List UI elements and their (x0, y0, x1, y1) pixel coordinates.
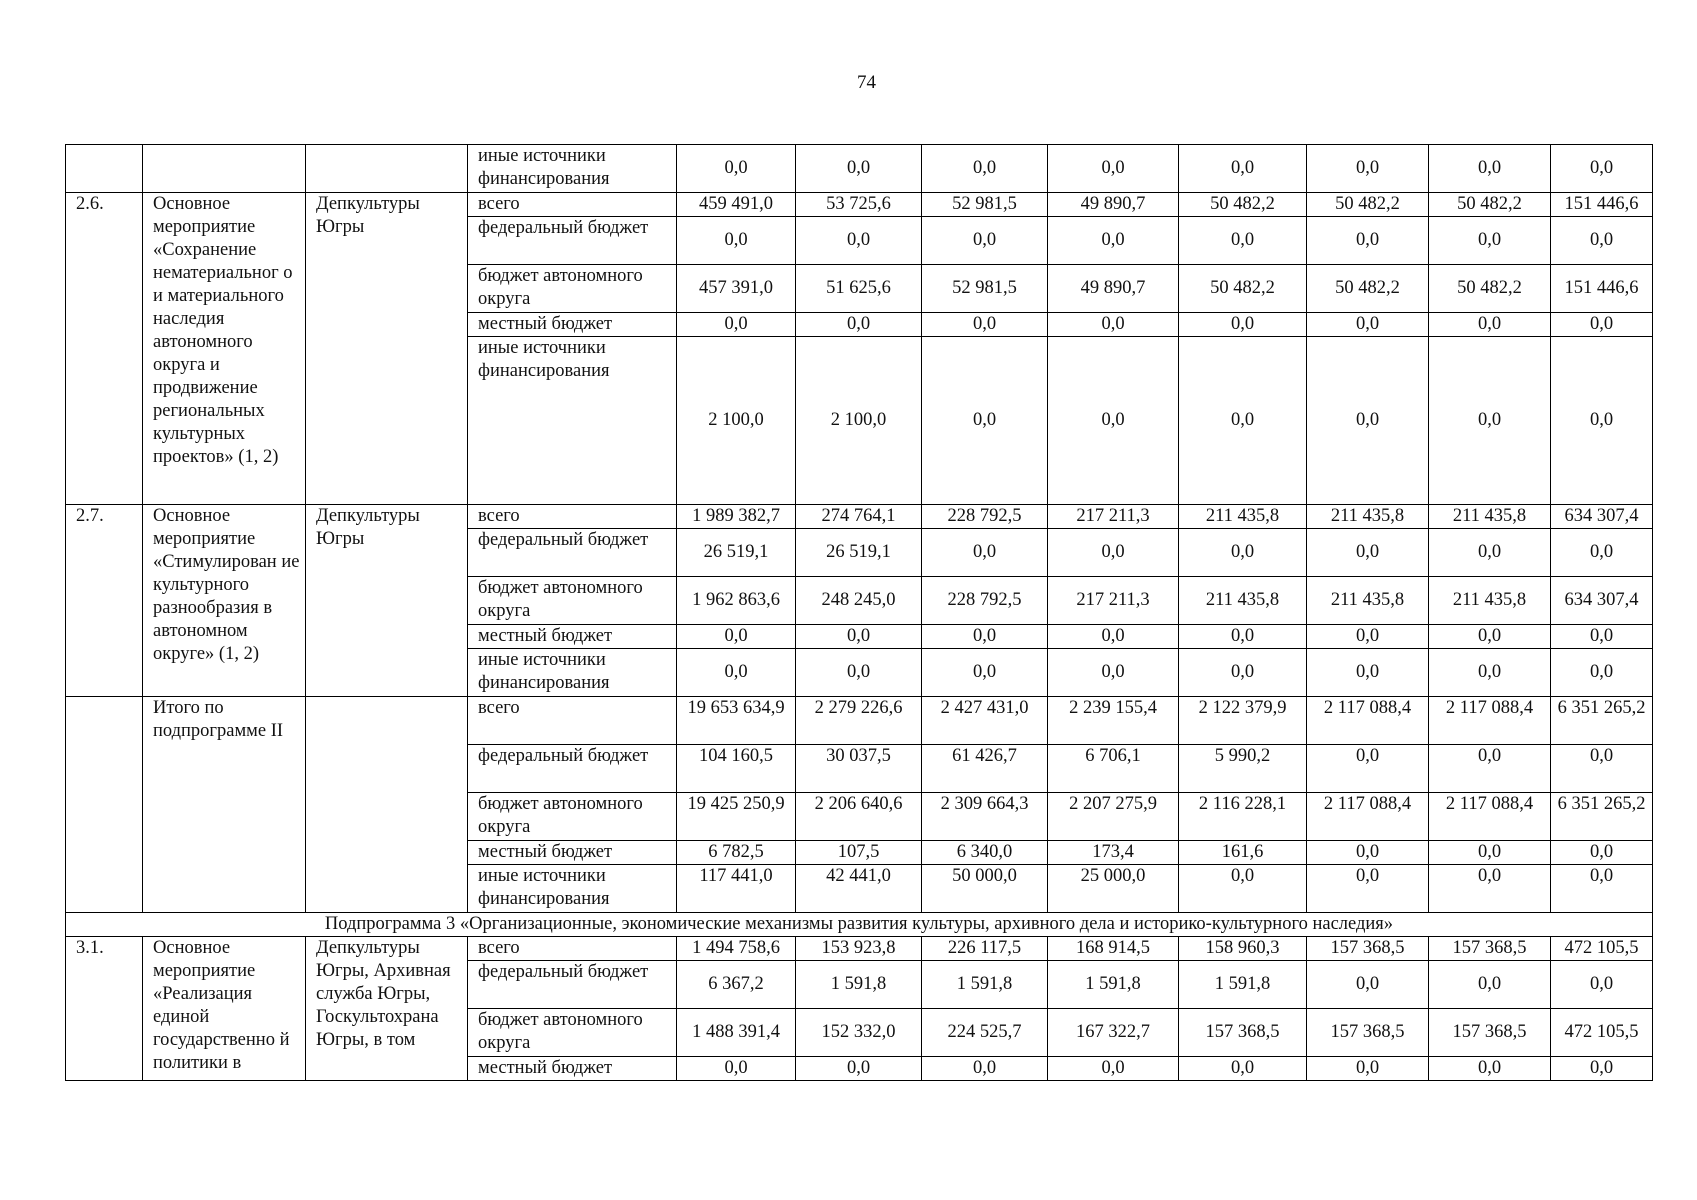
amount-cell: 61 426,7 (922, 745, 1048, 793)
amount-cell: 151 446,6 (1551, 193, 1653, 217)
amount-cell: 0,0 (796, 313, 922, 337)
funding-source: местный бюджет (468, 841, 677, 865)
item-code: 2.7. (66, 505, 143, 697)
amount-cell: 50 000,0 (922, 865, 1048, 913)
table-body (66, 145, 1653, 1081)
amount-cell: 0,0 (1551, 337, 1653, 505)
amount-cell: 161,6 (1179, 841, 1307, 865)
amount-cell: 0,0 (1307, 841, 1429, 865)
amount-cell: 26 519,1 (677, 529, 796, 577)
amount-cell: 211 435,8 (1179, 577, 1307, 625)
amount-cell: 0,0 (1429, 145, 1551, 193)
amount-cell: 472 105,5 (1551, 937, 1653, 961)
amount-cell: 2 117 088,4 (1429, 697, 1551, 745)
amount-cell: 0,0 (1429, 745, 1551, 793)
amount-cell: 211 435,8 (1307, 505, 1429, 529)
funding-source: иные источники финансирования (468, 865, 677, 913)
amount-cell: 2 427 431,0 (922, 697, 1048, 745)
amount-cell: 0,0 (1551, 217, 1653, 265)
amount-cell: 6 351 265,2 (1551, 793, 1653, 841)
item-code: 2.6. (66, 193, 143, 505)
amount-cell: 104 160,5 (677, 745, 796, 793)
amount-cell: 0,0 (1179, 625, 1307, 649)
item-code: 3.1. (66, 937, 143, 1081)
amount-cell: 0,0 (1307, 1057, 1429, 1081)
amount-cell: 50 482,2 (1179, 193, 1307, 217)
amount-cell: 2 117 088,4 (1307, 697, 1429, 745)
amount-cell: 157 368,5 (1179, 1009, 1307, 1057)
table-row (66, 697, 1653, 745)
amount-cell: 42 441,0 (796, 865, 922, 913)
amount-cell: 0,0 (1048, 217, 1179, 265)
amount-cell: 6 340,0 (922, 841, 1048, 865)
table-row (66, 505, 1653, 529)
amount-cell: 0,0 (1429, 841, 1551, 865)
amount-cell: 0,0 (677, 625, 796, 649)
budget-table (65, 144, 1653, 1081)
amount-cell: 0,0 (1048, 649, 1179, 697)
amount-cell: 6 782,5 (677, 841, 796, 865)
amount-cell: 0,0 (1179, 145, 1307, 193)
amount-cell: 52 981,5 (922, 193, 1048, 217)
amount-cell: 248 245,0 (796, 577, 922, 625)
amount-cell: 25 000,0 (1048, 865, 1179, 913)
amount-cell: 0,0 (796, 1057, 922, 1081)
amount-cell: 0,0 (1429, 865, 1551, 913)
amount-cell: 152 332,0 (796, 1009, 922, 1057)
amount-cell: 0,0 (922, 337, 1048, 505)
amount-cell: 634 307,4 (1551, 505, 1653, 529)
amount-cell: 157 368,5 (1429, 937, 1551, 961)
amount-cell: 0,0 (1551, 1057, 1653, 1081)
funding-source: местный бюджет (468, 1057, 677, 1081)
amount-cell: 107,5 (796, 841, 922, 865)
amount-cell: 2 239 155,4 (1048, 697, 1179, 745)
amount-cell: 0,0 (796, 217, 922, 265)
amount-cell: 53 725,6 (796, 193, 922, 217)
funding-source: всего (468, 193, 677, 217)
amount-cell: 0,0 (922, 649, 1048, 697)
funding-source: федеральный бюджет (468, 217, 677, 265)
amount-cell: 2 206 640,6 (796, 793, 922, 841)
amount-cell: 50 482,2 (1307, 193, 1429, 217)
amount-cell: 0,0 (922, 625, 1048, 649)
amount-cell: 0,0 (1048, 313, 1179, 337)
amount-cell: 50 482,2 (1429, 193, 1551, 217)
amount-cell: 211 435,8 (1429, 505, 1551, 529)
amount-cell: 0,0 (1429, 217, 1551, 265)
amount-cell: 0,0 (1551, 841, 1653, 865)
amount-cell: 457 391,0 (677, 265, 796, 313)
amount-cell: 2 309 664,3 (922, 793, 1048, 841)
table-row (66, 937, 1653, 961)
amount-cell: 158 960,3 (1179, 937, 1307, 961)
table-row (66, 145, 1653, 193)
amount-cell: 0,0 (677, 217, 796, 265)
amount-cell: 228 792,5 (922, 577, 1048, 625)
funding-source: бюджет автономного округа (468, 577, 677, 625)
page-number: 74 (857, 72, 876, 93)
amount-cell: 0,0 (1429, 337, 1551, 505)
amount-cell: 0,0 (1179, 649, 1307, 697)
amount-cell: 0,0 (1307, 625, 1429, 649)
amount-cell: 1 591,8 (796, 961, 922, 1009)
amount-cell: 0,0 (1048, 145, 1179, 193)
amount-cell: 6 367,2 (677, 961, 796, 1009)
amount-cell: 226 117,5 (922, 937, 1048, 961)
amount-cell: 6 351 265,2 (1551, 697, 1653, 745)
funding-source: бюджет автономного округа (468, 1009, 677, 1057)
amount-cell: 1 591,8 (1179, 961, 1307, 1009)
amount-cell: 0,0 (1307, 217, 1429, 265)
amount-cell: 0,0 (1551, 529, 1653, 577)
amount-cell: 2 117 088,4 (1429, 793, 1551, 841)
amount-cell: 1 591,8 (1048, 961, 1179, 1009)
amount-cell: 0,0 (1551, 145, 1653, 193)
amount-cell: 0,0 (1307, 649, 1429, 697)
amount-cell: 50 482,2 (1179, 265, 1307, 313)
amount-cell: 117 441,0 (677, 865, 796, 913)
responsible-executor: Депкультуры Югры (306, 193, 468, 505)
amount-cell: 2 279 226,6 (796, 697, 922, 745)
amount-cell: 2 116 228,1 (1179, 793, 1307, 841)
funding-source: федеральный бюджет (468, 529, 677, 577)
amount-cell: 0,0 (922, 529, 1048, 577)
amount-cell: 224 525,7 (922, 1009, 1048, 1057)
amount-cell: 19 653 634,9 (677, 697, 796, 745)
amount-cell: 1 488 391,4 (677, 1009, 796, 1057)
amount-cell: 0,0 (1551, 313, 1653, 337)
amount-cell: 211 435,8 (1429, 577, 1551, 625)
amount-cell: 0,0 (1307, 145, 1429, 193)
amount-cell: 52 981,5 (922, 265, 1048, 313)
item-code (66, 145, 143, 193)
funding-source: бюджет автономного округа (468, 265, 677, 313)
amount-cell: 19 425 250,9 (677, 793, 796, 841)
responsible-executor: Депкультуры Югры, Архивная служба Югры, Госкультохрана Югры, в том (306, 937, 468, 1081)
funding-source: всего (468, 697, 677, 745)
amount-cell: 0,0 (1429, 961, 1551, 1009)
responsible-executor (306, 697, 468, 913)
amount-cell: 472 105,5 (1551, 1009, 1653, 1057)
amount-cell: 5 990,2 (1179, 745, 1307, 793)
funding-source: бюджет автономного округа (468, 793, 677, 841)
amount-cell: 217 211,3 (1048, 577, 1179, 625)
amount-cell: 0,0 (1307, 865, 1429, 913)
funding-source: местный бюджет (468, 313, 677, 337)
amount-cell: 0,0 (1179, 529, 1307, 577)
amount-cell: 0,0 (922, 217, 1048, 265)
amount-cell: 151 446,6 (1551, 265, 1653, 313)
funding-source: федеральный бюджет (468, 961, 677, 1009)
amount-cell: 6 706,1 (1048, 745, 1179, 793)
funding-source: иные источники финансирования (468, 649, 677, 697)
amount-cell: 211 435,8 (1179, 505, 1307, 529)
funding-source: иные источники финансирования (468, 337, 677, 505)
amount-cell: 0,0 (1179, 217, 1307, 265)
amount-cell: 0,0 (1048, 625, 1179, 649)
funding-source: всего (468, 937, 677, 961)
amount-cell: 0,0 (1551, 625, 1653, 649)
amount-cell: 0,0 (1307, 337, 1429, 505)
funding-source: иные источники финансирования (468, 145, 677, 193)
amount-cell: 1 494 758,6 (677, 937, 796, 961)
amount-cell: 228 792,5 (922, 505, 1048, 529)
amount-cell: 0,0 (1307, 745, 1429, 793)
amount-cell: 0,0 (1429, 625, 1551, 649)
amount-cell: 2 122 379,9 (1179, 697, 1307, 745)
event-name: Итого по подпрограмме II (143, 697, 306, 913)
event-name (143, 145, 306, 193)
amount-cell: 0,0 (1307, 313, 1429, 337)
amount-cell: 0,0 (1429, 529, 1551, 577)
amount-cell: 0,0 (1551, 745, 1653, 793)
amount-cell: 153 923,8 (796, 937, 922, 961)
amount-cell: 0,0 (1551, 961, 1653, 1009)
amount-cell: 0,0 (796, 649, 922, 697)
amount-cell: 2 207 275,9 (1048, 793, 1179, 841)
amount-cell: 49 890,7 (1048, 265, 1179, 313)
amount-cell: 30 037,5 (796, 745, 922, 793)
amount-cell: 26 519,1 (796, 529, 922, 577)
responsible-executor (306, 145, 468, 193)
amount-cell: 0,0 (1048, 337, 1179, 505)
amount-cell: 0,0 (1307, 961, 1429, 1009)
event-name: Основное мероприятие «Стимулирован ие культурного разнообразия в автономном округе» (1, 2) (143, 505, 306, 697)
item-code (66, 697, 143, 913)
amount-cell: 0,0 (1429, 649, 1551, 697)
amount-cell: 0,0 (677, 313, 796, 337)
amount-cell: 167 322,7 (1048, 1009, 1179, 1057)
responsible-executor: Депкультуры Югры (306, 505, 468, 697)
amount-cell: 0,0 (796, 625, 922, 649)
amount-cell: 2 100,0 (677, 337, 796, 505)
amount-cell: 0,0 (922, 145, 1048, 193)
amount-cell: 0,0 (677, 1057, 796, 1081)
funding-source: местный бюджет (468, 625, 677, 649)
amount-cell: 0,0 (1551, 865, 1653, 913)
amount-cell: 0,0 (1179, 865, 1307, 913)
amount-cell: 0,0 (1048, 529, 1179, 577)
amount-cell: 1 989 382,7 (677, 505, 796, 529)
amount-cell: 634 307,4 (1551, 577, 1653, 625)
amount-cell: 2 117 088,4 (1307, 793, 1429, 841)
amount-cell: 0,0 (1048, 1057, 1179, 1081)
amount-cell: 1 591,8 (922, 961, 1048, 1009)
amount-cell: 0,0 (922, 313, 1048, 337)
amount-cell: 0,0 (1179, 337, 1307, 505)
funding-source: федеральный бюджет (468, 745, 677, 793)
amount-cell: 217 211,3 (1048, 505, 1179, 529)
amount-cell: 173,4 (1048, 841, 1179, 865)
amount-cell: 157 368,5 (1429, 1009, 1551, 1057)
amount-cell: 50 482,2 (1429, 265, 1551, 313)
amount-cell: 0,0 (1179, 1057, 1307, 1081)
amount-cell: 0,0 (796, 145, 922, 193)
subprogram-heading-row (66, 913, 1653, 937)
amount-cell: 211 435,8 (1307, 577, 1429, 625)
amount-cell: 0,0 (1551, 649, 1653, 697)
amount-cell: 168 914,5 (1048, 937, 1179, 961)
amount-cell: 157 368,5 (1307, 937, 1429, 961)
amount-cell: 0,0 (677, 649, 796, 697)
amount-cell: 0,0 (922, 1057, 1048, 1081)
amount-cell: 0,0 (1179, 313, 1307, 337)
amount-cell: 0,0 (1429, 1057, 1551, 1081)
amount-cell: 274 764,1 (796, 505, 922, 529)
subprogram-heading: Подпрограмма 3 «Организационные, экономические механизмы развития культуры, архивного дела и историко-культурного наследия» (66, 913, 1653, 937)
amount-cell: 157 368,5 (1307, 1009, 1429, 1057)
event-name: Основное мероприятие «Сохранение нематериальног о и материального наследия автономного округа и продвижение региональных культурных проектов» (1, 2) (143, 193, 306, 505)
amount-cell: 0,0 (1429, 313, 1551, 337)
table-row (66, 193, 1653, 217)
event-name: Основное мероприятие «Реализация единой государственно й политики в (143, 937, 306, 1081)
amount-cell: 0,0 (677, 145, 796, 193)
amount-cell: 49 890,7 (1048, 193, 1179, 217)
amount-cell: 51 625,6 (796, 265, 922, 313)
funding-source: всего (468, 505, 677, 529)
amount-cell: 50 482,2 (1307, 265, 1429, 313)
amount-cell: 2 100,0 (796, 337, 922, 505)
amount-cell: 459 491,0 (677, 193, 796, 217)
amount-cell: 1 962 863,6 (677, 577, 796, 625)
amount-cell: 0,0 (1307, 529, 1429, 577)
